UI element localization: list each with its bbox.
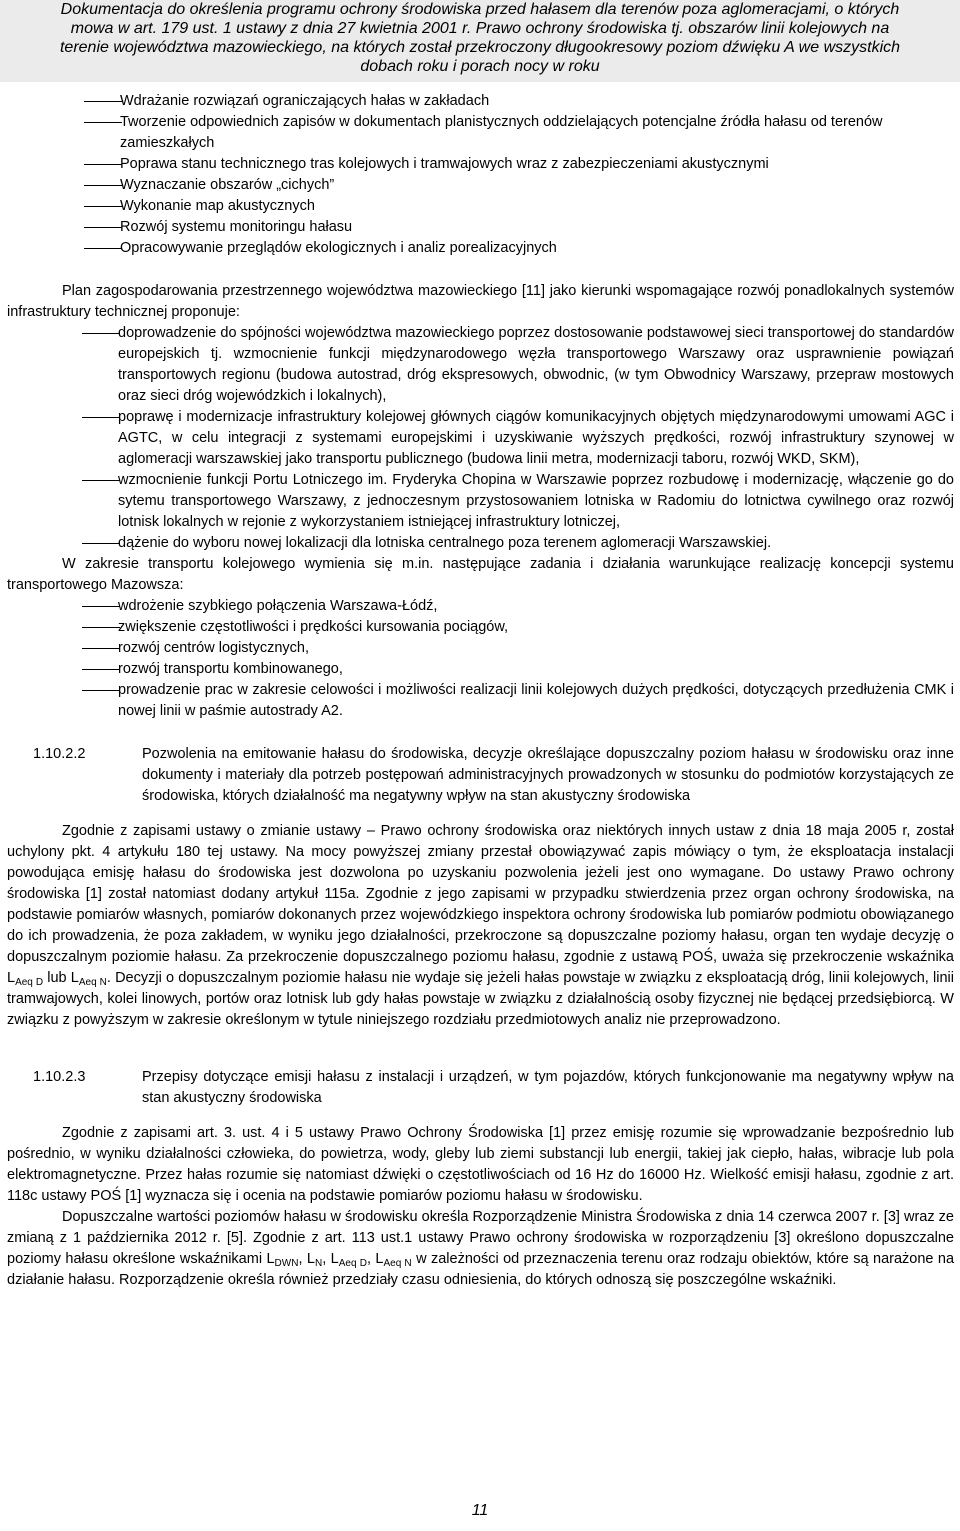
list-item: zwiększenie częstotliwości i prędkości kursowania pociągów,	[7, 617, 954, 638]
header-line: mowa w art. 179 ust. 1 ustawy z dnia 27 kwietnia 2001 r. Prawo ochrony środowiska tj. obszarów linii kolejowych na	[70, 20, 890, 37]
dash-bullet	[82, 543, 120, 544]
dash-bullet	[82, 690, 120, 691]
document-header	[0, 0, 960, 82]
list-item: dążenie do wyboru nowej lokalizacji dla lotniska centralnego poza terenem aglomeracji Warszawskiej.	[7, 533, 954, 554]
page-number: 11	[471, 1502, 489, 1519]
header-line: terenie województwa mazowieckiego, na których został przekroczony długookresowy poziom dźwięku A we wszystkich	[59, 39, 901, 56]
list-item: wzmocnienie funkcji Portu Lotniczego im. Fryderyka Chopina w Warszawie poprzez rozbudowę i modernizację, włączenie go do sytemu transportowego Warszawy, z jednoczesnym przystosowaniem lotniska w Radomiu do lotnictwa cywilnego oraz rozwój lotnisk lokalnych w rejonie z wykorzystaniem istniejącej infrastruktury lotniczej,	[7, 470, 954, 533]
list-item: Wdrażanie rozwiązań ograniczających hałas w zakładach	[7, 91, 954, 112]
rail-tasks-list	[7, 596, 954, 722]
plan-directions-list	[7, 323, 954, 554]
dash-bullet	[82, 648, 120, 649]
section-heading-1-10-2-3	[7, 1067, 954, 1109]
dash-bullet	[82, 627, 120, 628]
list-item: prowadzenie prac w zakresie celowości i możliwości realizacji linii kolejowych dużych prędkości, dotyczących przedłużenia CMK i nowej linii w paśmie autostrady A2.	[7, 680, 954, 722]
dash-bullet	[82, 669, 120, 670]
dash-bullet	[84, 101, 122, 102]
section-paragraph: Zgodnie z zapisami ustawy o zmianie ustawy – Prawo ochrony środowiska oraz niektórych innych ustaw z dnia 18 maja 2005 r, został uchylony pkt. 4 artykułu 180 tej ustawy. Na mocy powyższej zmiany przestał obowiązywać zapis mówiący o tym, że eksploatacja instalacji powodująca emisję hałasu do środowiska jest dozwolona po uzyskaniu pozwolenia jeżeli jest ono wymagane. Do ustawy Prawo ochrony środowiska [1] został natomiast dodany artykuł 115a. Zgodnie z jego zapisami w przypadku stwierdzenia przez organ ochrony środowiska, na podstawie pomiarów własnych, pomiarów dokonanych przez wojewódzkiego inspektora ochrony środowiska lub pomiarów podmiotu obowiązanego do ich prowadzenia, że poza zakładem, w wyniku jego działalności, przekroczone są dopuszczalne poziomy hałasu, organ ten wydaje decyzję o dopuszczalnym poziomie hałasu. Za przekroczenie dopuszczalnego poziomu hałasu, zgodnie z ustawą POŚ, uważa się przekroczenie wskaźnika $L_{Aeq D}$ lub $L_{Aeq N}$. Decyzji o dopuszczalnym poziomie hałasu nie wydaje się jeżeli hałas powstaje w związku z eksploatacją dróg, linii kolejowych, linii tramwajowych, kolei linowych, portów oraz lotnisk lub gdy hałas powstaje w związku z działalnością osoby fizycznej nie będącej przedsiębiorcą. W związku z powyższym w zakresie określonym w tytule niniejszego rozdziału przedmiotowych analiz nie przeprowadzono.	[7, 823, 954, 1028]
section-number: 1.10.2.3	[33, 1069, 86, 1085]
list-item: doprowadzenie do spójności województwa mazowieckiego poprzez dostosowanie podstawowej sieci transportowej do standardów europejskich tj. wzmocnienie funkcji międzynarodowego węzła transportowego Warszawy oraz usprawnienie powiązań transportowych regionu (budowa autostrad, dróg ekspresowych, obwodnic, (w tym Obwodnicy Warszawy, przepraw mostowych oraz sieci dróg wojewódzkich i lokalnych),	[7, 323, 954, 407]
list-item: poprawę i modernizacje infrastruktury kolejowej głównych ciągów komunikacyjnych objętych międzynarodowymi umowami AGC i AGTC, w celu integracji z systemami europejskimi i uzyskiwanie wyższych prędkości, rozwój infrastruktury szynowej w aglomeracji warszawskiej jako transportu publicznego (budowa linii metra, modernizacji taboru, rozwój WKD, SKM),	[7, 407, 954, 470]
section-title: Pozwolenia na emitowanie hałasu do środowiska, decyzje określające dopuszczalny poziom hałasu w środowisku oraz inne dokumenty i materiały dla potrzeb postępowań administracyjnych prowadzonych w stosunku do podmiotów korzystających ze środowiska, których działalność ma negatywny wpływ na stan akustyczny środowiska	[142, 746, 954, 804]
list-item: Rozwój systemu monitoringu hałasu	[7, 217, 954, 238]
dash-bullet	[82, 333, 120, 334]
list-item: rozwój transportu kombinowanego,	[7, 659, 954, 680]
rail-intro-paragraph: W zakresie transportu kolejowego wymienia się m.in. następujące zadania i działania warunkujące realizację koncepcji systemu transportowego Mazowsza:	[7, 556, 954, 593]
dash-bullet	[84, 164, 122, 165]
dash-bullet	[84, 122, 122, 123]
list-item: rozwój centrów logistycznych,	[7, 638, 954, 659]
plan-intro-paragraph: Plan zagospodarowania przestrzennego województwa mazowieckiego [11] jako kierunki wspomagające rozwój ponadlokalnych systemów infrastruktury technicznej proponuje:	[7, 283, 954, 320]
list-item: wdrożenie szybkiego połączenia Warszawa-Łódź,	[7, 596, 954, 617]
dash-bullet	[84, 206, 122, 207]
list-item: Poprawa stanu technicznego tras kolejowych i tramwajowych wraz z zabezpieczeniami akustycznymi	[7, 154, 954, 175]
section-paragraph: Dopuszczalne wartości poziomów hałasu w środowisku określa Rozporządzenie Ministra Środowiska z dnia 14 czerwca 2007 r. [3] wraz ze zmianą z 1 października 2012 r. [5]. Zgodnie z art. 113 ust.1 ustawy Prawo ochrony środowiska w rozporządzeniu [3] określono dopuszczalne poziomy hałasu określone wskaźnikami $L_{DWN}$, $L_N$, $L_{Aeq D}$, $L_{Aeq N}$ w zależności od przeznaczenia terenu oraz rodzaju obiektów, które są narażone na działanie hałasu. Rozporządzenie określa również przedziały czasu odniesienia, do których odnoszą się poszczególne wskaźniki.	[7, 1209, 955, 1288]
dash-bullet	[82, 480, 120, 481]
dash-bullet	[82, 606, 120, 607]
section-number: 1.10.2.2	[33, 746, 86, 762]
document-body	[7, 91, 954, 1291]
header-line: dobach roku i porach nocy w roku	[360, 58, 600, 75]
section-paragraph: Zgodnie z zapisami art. 3. ust. 4 i 5 ustawy Prawo Ochrony Środowiska [1] przez emisję rozumie się wprowadzanie bezpośrednio lub pośrednio, w wyniku działalności człowieka, do powietrza, wody, gleby lub ziemi substancji lub energii, takiej jak ciepło, hałas, wibracje lub pola elektromagnetyczne. Przez hałas rozumie się natomiast dźwięki o częstotliwościach od 16 Hz do 16000 Hz. Wielkość emisji hałasu, zgodnie z art. 118c ustawy POŚ [1] wyznacza się i ocenia na podstawie pomiarów poziomu hałasu w środowisku.	[7, 1125, 954, 1204]
measures-list	[7, 91, 954, 259]
dash-bullet	[84, 227, 122, 228]
dash-bullet	[84, 248, 122, 249]
list-item: Tworzenie odpowiednich zapisów w dokumentach planistycznych oddzielających potencjalne źródła hałasu od terenów zamieszkałych	[7, 112, 954, 154]
dash-bullet	[82, 417, 120, 418]
list-item: Wykonanie map akustycznych	[7, 196, 954, 217]
section-title: Przepisy dotyczące emisji hałasu z instalacji i urządzeń, w tym pojazdów, których funkcjonowanie ma negatywny wpływ na stan akustyczny środowiska	[142, 1069, 954, 1106]
header-line: Dokumentacja do określenia programu ochrony środowiska przed hałasem dla terenów poza aglomeracjami, o których	[60, 1, 900, 18]
list-item: Opracowywanie przeglądów ekologicznych i analiz porealizacyjnych	[7, 238, 954, 259]
section-heading-1-10-2-2	[7, 744, 954, 807]
dash-bullet	[84, 185, 122, 186]
list-item: Wyznaczanie obszarów „cichych”	[7, 175, 954, 196]
